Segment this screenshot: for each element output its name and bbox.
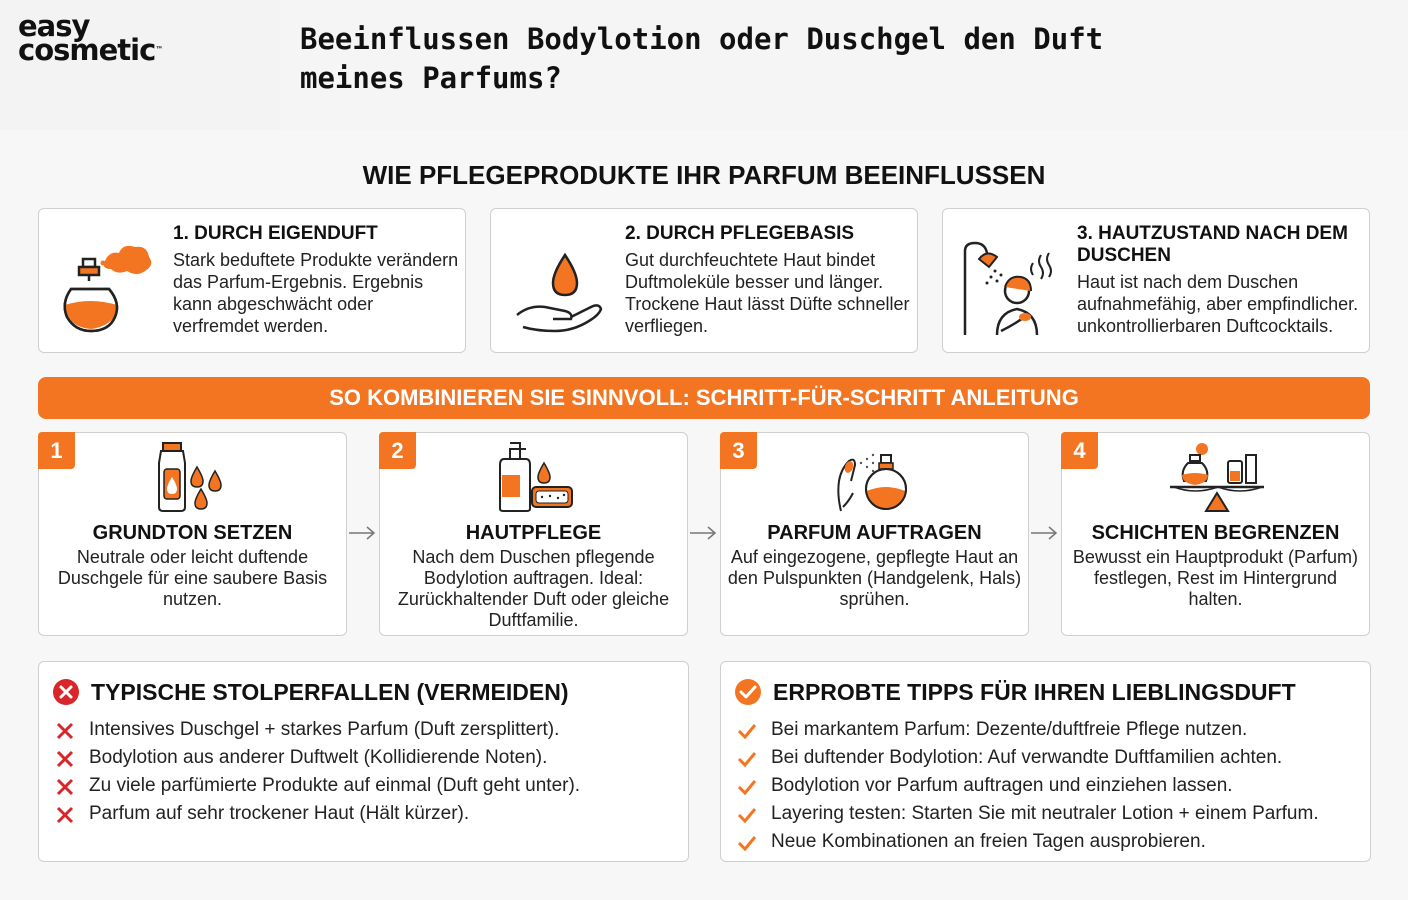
shower-gel-icon bbox=[139, 441, 249, 513]
arrow-right-icon bbox=[1029, 523, 1059, 543]
influence-card-hautzustand bbox=[942, 208, 1370, 353]
influence-card-eigenduft bbox=[38, 208, 466, 353]
influence-text: Gut durchfeuchtete Haut bindet Duftmoleküle besser und länger. Trockene Haut lässt Düfte schneller verfliegen. bbox=[625, 250, 910, 336]
step-number-badge: 2 bbox=[379, 432, 416, 469]
tip-item: Layering testen: Starten Sie mit neutraler Lotion + einem Parfum. bbox=[737, 800, 1362, 828]
influence-card-pflegebasis bbox=[490, 208, 918, 353]
header bbox=[0, 0, 1408, 130]
step-text: Nach dem Duschen pflegende Bodylotion auftragen. Ideal: Zurückhaltender Duft oder gleiche Duftfamilie. bbox=[397, 547, 670, 630]
check-mark-icon bbox=[737, 749, 757, 769]
pitfalls-list bbox=[55, 716, 680, 828]
step-title: SCHICHTEN BEGRENZEN bbox=[1091, 522, 1340, 544]
step-text: Bewusst ein Hauptprodukt (Parfum) festlegen, Rest im Hintergrund halten. bbox=[1072, 547, 1359, 609]
tips-list bbox=[737, 716, 1362, 856]
check-mark-icon bbox=[737, 805, 757, 825]
step-title: PARFUM AUFTRAGEN bbox=[767, 522, 982, 544]
brand-line-2: cosmetic™ bbox=[18, 33, 164, 67]
step-number-badge: 1 bbox=[38, 432, 75, 469]
section-heading: WIE PFLEGEPRODUKTE IHR PARFUM BEEINFLUSSEN bbox=[362, 160, 1046, 190]
page-title: Beeinflussen Bodylotion oder Duschgel den Duft meines Parfums? bbox=[300, 22, 1104, 95]
check-circle-icon bbox=[734, 678, 762, 706]
pitfalls-card bbox=[38, 661, 689, 862]
tip-item: Neue Kombinationen an freien Tagen ausprobieren. bbox=[737, 828, 1362, 856]
influence-title: 1. DURCH EIGENDUFT bbox=[173, 223, 378, 244]
step-text: Auf eingezogene, gepflegte Haut an den Pulspunkten (Handgelenk, Hals) sprühen. bbox=[727, 547, 1022, 609]
x-mark-icon bbox=[55, 749, 75, 769]
tip-item: Bei markantem Parfum: Dezente/duftfreie Pflege nutzen. bbox=[737, 716, 1362, 744]
check-mark-icon bbox=[737, 777, 757, 797]
x-mark-icon bbox=[55, 777, 75, 797]
influence-text: Haut ist nach dem Duschen aufnahmefähig, aber empfindlicher. unkontrollierbaren Duftcocktails. bbox=[1077, 272, 1359, 336]
shower-icon bbox=[961, 239, 1061, 339]
arrow-right-icon bbox=[688, 523, 718, 543]
step-number-badge: 4 bbox=[1061, 432, 1098, 469]
brand-line-1: easy bbox=[18, 9, 90, 43]
pitfall-item: Parfum auf sehr trockener Haut (Hält kürzer). bbox=[55, 800, 680, 828]
pitfalls-title: TYPISCHE STOLPERFALLEN (VERMEIDEN) bbox=[91, 679, 569, 705]
influence-title: 3. HAUTZUSTAND NACH DEM DUSCHEN bbox=[1077, 223, 1348, 266]
perfume-spray-icon bbox=[821, 441, 931, 513]
step-card-3 bbox=[720, 432, 1029, 636]
body-lotion-icon bbox=[480, 441, 590, 513]
pitfall-item: Intensives Duschgel + starkes Parfum (Duft zersplittert). bbox=[55, 716, 680, 744]
tip-item: Bei duftender Bodylotion: Auf verwandte Duftfamilien achten. bbox=[737, 744, 1362, 772]
check-mark-icon bbox=[737, 721, 757, 741]
error-circle-icon bbox=[52, 678, 80, 706]
influence-text: Stark beduftete Produkte verändern das Parfum-Ergebnis. Ergebnis kann abgeschwächt oder verfremdet werden. bbox=[173, 250, 459, 336]
guide-banner: SO KOMBINIEREN SIE SINNVOLL: SCHRITT-FÜR-SCHRITT ANLEITUNG bbox=[38, 377, 1370, 419]
tip-item: Bodylotion vor Parfum auftragen und einziehen lassen. bbox=[737, 772, 1362, 800]
perfume-bottle-icon bbox=[57, 239, 157, 339]
tips-card bbox=[720, 661, 1371, 862]
step-card-1 bbox=[38, 432, 347, 636]
hand-drop-icon bbox=[509, 239, 609, 339]
step-card-4 bbox=[1061, 432, 1370, 636]
tips-title: ERPROBTE TIPPS FÜR IHREN LIEBLINGSDUFT bbox=[773, 679, 1296, 705]
x-mark-icon bbox=[55, 805, 75, 825]
step-number-badge: 3 bbox=[720, 432, 757, 469]
influence-title: 2. DURCH PFLEGEBASIS bbox=[625, 223, 855, 244]
balance-scale-icon bbox=[1162, 441, 1272, 513]
x-mark-icon bbox=[55, 721, 75, 741]
step-card-2 bbox=[379, 432, 688, 636]
step-text: Neutrale oder leicht duftende Duschgele für eine saubere Basis nutzen. bbox=[57, 547, 328, 609]
pitfall-item: Zu viele parfümierte Produkte auf einmal (Duft geht unter). bbox=[55, 772, 680, 800]
pitfall-item: Bodylotion aus anderer Duftwelt (Kollidierende Noten). bbox=[55, 744, 680, 772]
arrow-right-icon bbox=[347, 523, 377, 543]
brand-logo[interactable] bbox=[18, 9, 164, 67]
check-mark-icon bbox=[737, 833, 757, 853]
step-title: HAUTPFLEGE bbox=[465, 522, 602, 544]
step-title: GRUNDTON SETZEN bbox=[92, 522, 293, 544]
